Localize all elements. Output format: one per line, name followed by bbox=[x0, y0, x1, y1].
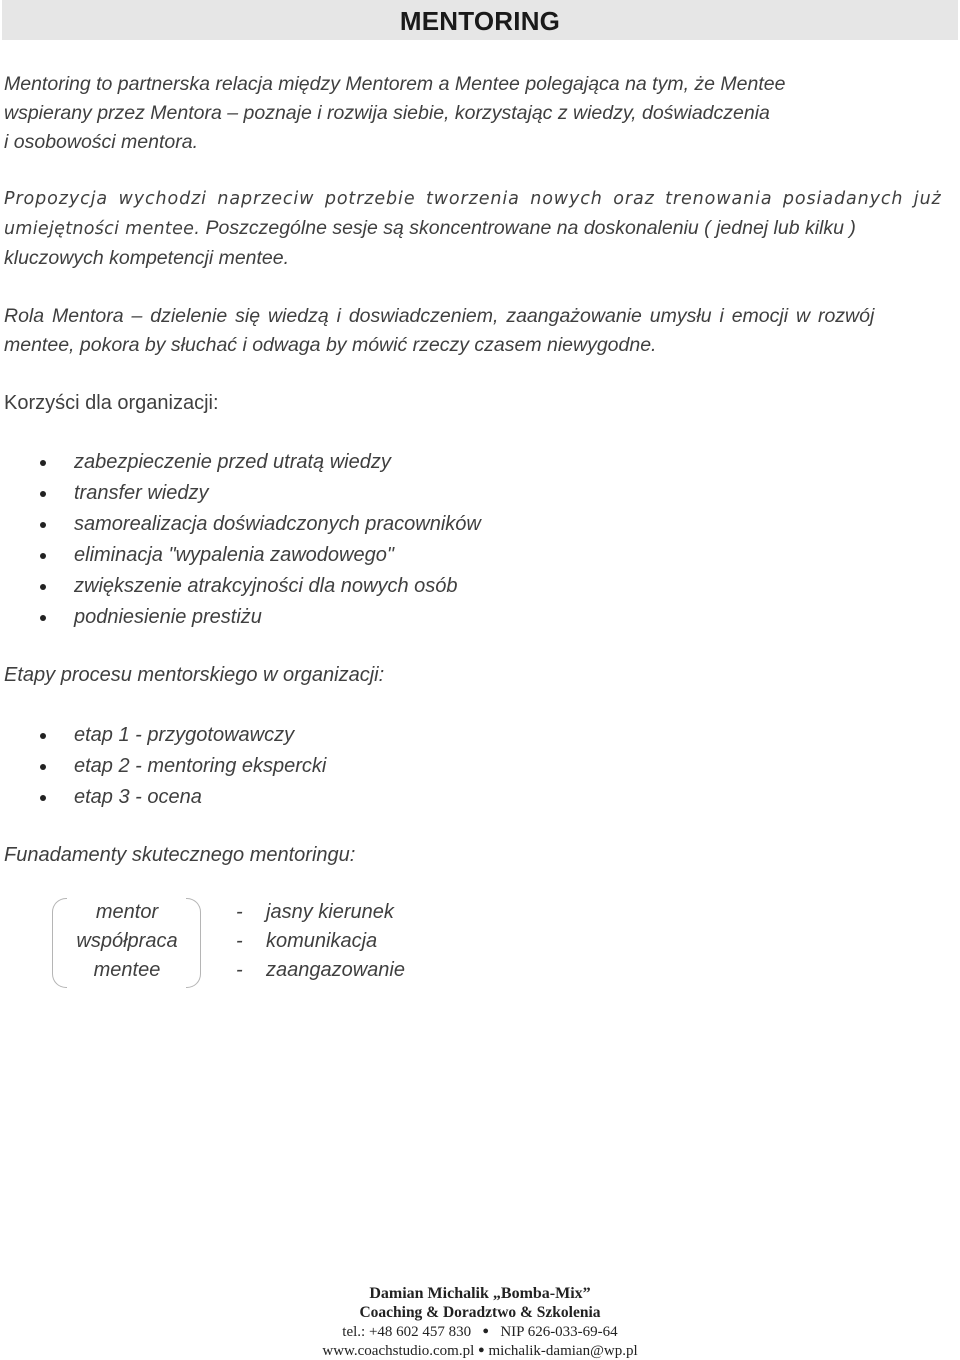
foundations-right-column bbox=[266, 898, 405, 985]
proposal-paragraph bbox=[4, 184, 956, 273]
bullet-icon bbox=[40, 553, 46, 559]
title-bar bbox=[2, 0, 958, 40]
proposal-line-2a: umiejętności mentee. bbox=[4, 219, 201, 239]
foundation-value: jasny kierunek bbox=[266, 901, 394, 923]
bullet-icon bbox=[40, 460, 46, 466]
proposal-line-1: Propozycja wychodzi naprzeciw potrzebie tworzenia nowych oraz trenowania posiadanych już bbox=[4, 189, 942, 209]
separator-dot-icon: ● bbox=[478, 1344, 485, 1356]
role-line-1: Rola Mentora – dzielenie się wiedzą i doswiadczeniem, zaangażowanie umysłu i emocji w rozwój bbox=[4, 305, 875, 327]
list-item-text: transfer wiedzy bbox=[74, 482, 209, 504]
bullet-icon bbox=[40, 584, 46, 590]
foundation-term: współpraca bbox=[76, 930, 178, 952]
footer-website[interactable]: www.coachstudio.com.pl bbox=[322, 1343, 475, 1359]
foundation-term: mentee bbox=[93, 959, 161, 981]
intro-line-3: i osobowości mentora. bbox=[4, 131, 199, 153]
foundations-heading: Funadamenty skutecznego mentoringu: bbox=[4, 844, 356, 866]
proposal-line-2b: Poszczególne sesje są skoncentrowane na doskonaleniu ( jednej lub kilku ) bbox=[200, 217, 856, 239]
list-item-text: etap 1 - przygotowawczy bbox=[74, 724, 295, 746]
footer-nip: NIP 626-033-69-64 bbox=[500, 1324, 618, 1340]
foundation-dash: - bbox=[236, 901, 243, 923]
list-item bbox=[0, 751, 326, 782]
intro-paragraph bbox=[4, 70, 956, 157]
benefits-heading: Korzyści dla organizacji: bbox=[4, 392, 219, 414]
list-item-text: etap 2 - mentoring ekspercki bbox=[74, 755, 327, 777]
footer-phone: tel.: +48 602 457 830 bbox=[342, 1324, 472, 1340]
page-title: MENTORING bbox=[399, 6, 561, 36]
list-item bbox=[0, 720, 326, 751]
foundations-block bbox=[52, 898, 432, 988]
foundation-value: zaangazowanie bbox=[266, 959, 405, 981]
footer-web-line bbox=[0, 1341, 960, 1360]
foundation-value: komunikacja bbox=[266, 930, 378, 952]
foundations-left-column bbox=[52, 898, 202, 985]
list-item bbox=[0, 447, 481, 478]
stages-list bbox=[0, 720, 326, 813]
intro-line-2: wspierany przez Mentora – poznaje i rozwija siebie, korzystając z wiedzy, doświadczenia bbox=[4, 102, 770, 124]
foundation-dash: - bbox=[236, 959, 243, 981]
role-paragraph bbox=[4, 302, 956, 360]
foundations-dash-column bbox=[236, 898, 250, 985]
list-item-text: zwiększenie atrakcyjności dla nowych osób bbox=[74, 575, 458, 597]
foundation-term: mentor bbox=[95, 901, 159, 923]
list-item bbox=[0, 478, 481, 509]
footer-name: Damian Michalik „Bomba-Mix” bbox=[369, 1285, 591, 1302]
footer-email[interactable]: michalik-damian@wp.pl bbox=[488, 1343, 638, 1359]
intro-line-1: Mentoring to partnerska relacja między Mentorem a Mentee polegająca na tym, że Mentee bbox=[4, 73, 786, 95]
list-item bbox=[0, 540, 481, 571]
footer bbox=[0, 1284, 960, 1360]
bullet-icon bbox=[40, 491, 46, 497]
list-item-text: zabezpieczenie przed utratą wiedzy bbox=[74, 451, 391, 473]
role-line-2: mentee, pokora by słuchać i odwaga by mówić rzeczy czasem niewygodne. bbox=[4, 334, 657, 356]
list-item bbox=[0, 782, 326, 813]
list-item-text: samorealizacja doświadczonych pracowników bbox=[74, 513, 481, 535]
list-item bbox=[0, 571, 481, 602]
list-item-text: eliminacja "wypalenia zawodowego" bbox=[74, 544, 394, 566]
list-item bbox=[0, 509, 481, 540]
bullet-icon bbox=[40, 795, 46, 801]
benefits-list bbox=[0, 447, 481, 633]
bullet-icon bbox=[40, 733, 46, 739]
list-item-text: etap 3 - ocena bbox=[74, 786, 202, 808]
bullet-icon bbox=[40, 764, 46, 770]
bullet-icon bbox=[40, 615, 46, 621]
footer-services: Coaching & Doradztwo & Szkolenia bbox=[359, 1304, 601, 1321]
proposal-line-3: kluczowych kompetencji mentee. bbox=[4, 247, 290, 269]
stages-heading: Etapy procesu mentorskiego w organizacji: bbox=[4, 664, 385, 686]
footer-contact-line bbox=[0, 1322, 960, 1341]
foundation-dash: - bbox=[236, 930, 243, 952]
separator-dot-icon: ● bbox=[482, 1325, 490, 1337]
bullet-icon bbox=[40, 522, 46, 528]
list-item bbox=[0, 602, 481, 633]
list-item-text: podniesienie prestiżu bbox=[74, 606, 262, 628]
